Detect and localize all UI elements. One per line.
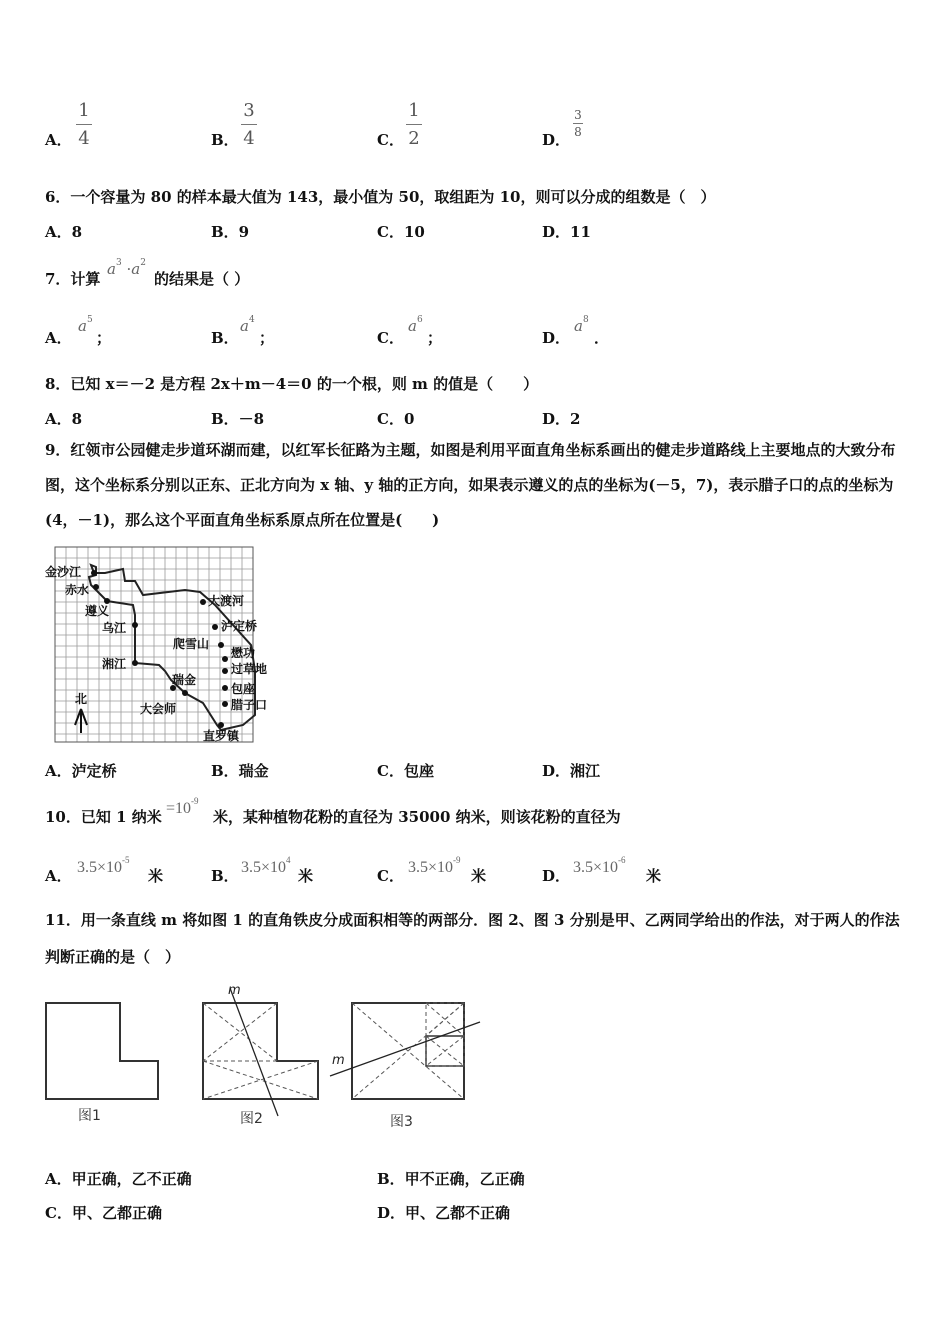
label-ruijin: 瑞金	[172, 673, 197, 687]
q7-option-c-label: C．	[377, 329, 404, 347]
point-baozuo	[222, 685, 228, 691]
q8-option-b: B．－8	[211, 410, 265, 428]
q10-option-c-unit: 米	[471, 867, 487, 885]
q7-option-b-label: B．	[211, 329, 239, 347]
q6-option-a: A．8	[45, 223, 83, 241]
q5-option-c-label: C．	[377, 131, 404, 149]
q10-option-b-expr: $3.5\times 10^4$	[241, 855, 291, 876]
q8-option-d: D．2	[542, 410, 581, 428]
q11-option-c: C．甲、乙都正确	[45, 1204, 162, 1222]
q7-option-c-expr: $a^6$	[408, 315, 423, 335]
label-dahuishi: 大会师	[140, 702, 177, 716]
q10-option-c-expr: $3.5\times 10^{-9}$	[408, 855, 461, 876]
q9-option-d: D．湘江	[542, 762, 601, 780]
label-daduhe: 大渡河	[208, 594, 245, 608]
q10-option-b-unit: 米	[298, 867, 314, 885]
q7-option-a-end: ；	[96, 329, 112, 347]
q5-option-d-label: D．	[542, 131, 571, 149]
q7-option-c-end: ；	[427, 329, 443, 347]
point-caodi	[222, 668, 228, 674]
figure-3-diagonals	[352, 1003, 464, 1099]
label-maogong: 懋功	[231, 646, 256, 660]
q7-option-b-expr: $a^4$	[240, 315, 255, 335]
q6-option-d: D．11	[542, 223, 591, 241]
figure-1	[46, 1003, 158, 1124]
q7-option-a-label: A．	[45, 329, 72, 347]
q10-option-d-label: D．	[542, 867, 571, 885]
q7-stem-suffix: 的结果是（ ）	[154, 270, 250, 288]
q10-option-d-unit: 米	[646, 867, 662, 885]
q10-option-a-label: A．	[45, 867, 72, 885]
point-jinshajiang	[91, 570, 97, 576]
q7-option-d-label: D．	[542, 329, 571, 347]
label-baozuo: 包座	[231, 682, 256, 696]
q7-option-d-end: ．	[594, 329, 610, 347]
point-ludingqiao	[212, 624, 218, 630]
label-caodi: 过草地	[231, 662, 268, 676]
figure-2-shape	[203, 1003, 318, 1099]
q5-option-a-fraction: 1 4	[76, 100, 92, 149]
figure-2-m-label: m	[228, 983, 241, 998]
q10-option-d-expr: $3.5\times 10^{-6}$	[573, 855, 626, 876]
q8-option-a: A．8	[45, 410, 83, 428]
figure-3-m-label: m	[332, 1053, 345, 1068]
q7-expression: $a^3 \cdot a^2$	[107, 258, 146, 278]
q10-option-b-label: B．	[211, 867, 239, 885]
figure-3-caption: 图3	[390, 1114, 413, 1130]
q10-option-a-unit: 米	[148, 867, 164, 885]
q8-stem: 8．已知 x＝－2 是方程 2x＋m－4＝0 的一个根，则 m 的值是（ ）	[45, 375, 539, 393]
point-xiangjiang	[132, 660, 138, 666]
point-paxueshan	[218, 642, 224, 648]
figure-2-diagonals	[203, 1003, 318, 1099]
q10-option-c-label: C．	[377, 867, 404, 885]
q6-option-b: B．9	[211, 223, 250, 241]
q9-option-b: B．瑞金	[211, 762, 269, 780]
point-dahuishi	[182, 690, 188, 696]
point-zhiluozhen	[218, 722, 224, 728]
q11-option-a: A．甲正确，乙不正确	[45, 1170, 192, 1188]
q10-option-a-expr: $3.5\times 10^{-5}$	[77, 855, 130, 876]
label-xiangjiang: 湘江	[102, 657, 127, 671]
q11-option-b: B．甲不正确，乙正确	[377, 1170, 525, 1188]
q7-option-d-expr: $a^8$	[574, 315, 589, 335]
point-lazikou	[222, 701, 228, 707]
figure-2	[203, 983, 318, 1127]
q11-stem: 11．用一条直线 m 将如图 1 的直角铁皮分成面积相等的两部分．图 2、图 3 分别是甲、乙两同学给出的作法，对于两人的作法判断正确的是（ ）	[45, 911, 900, 966]
q11-option-d: D．甲、乙都不正确	[377, 1204, 511, 1222]
q5-option-c-fraction: 1 2	[406, 100, 422, 149]
q10-stem-expr: $=10^{-9}$	[166, 796, 199, 817]
point-chishui	[93, 584, 99, 590]
point-daduhe	[200, 599, 206, 605]
q7-option-a-expr: $a^5$	[78, 315, 93, 335]
label-paxueshan: 爬雪山	[173, 637, 210, 651]
q6-option-c: C．10	[377, 223, 425, 241]
label-jinshajiang: 金沙江	[45, 565, 82, 579]
label-lazikou: 腊子口	[231, 698, 268, 712]
figure-1-shape	[46, 1003, 158, 1099]
q10-stem-suffix: 米，某种植物花粉的直径为 35000 纳米，则该花粉的直径为	[213, 808, 621, 826]
label-north: 北	[75, 692, 88, 706]
q9-stem: 9．红领市公园健走步道环湖而建，以红军长征路为主题，如图是利用平面直角坐标系画出的健走步道路线上主要地点的大致分布图，这个坐标系分别以正东、正北方向为 x 轴、y 轴的正方向，如果表示遵义的点的坐标为(－5，7)，表示腊子口的点的坐标为(4，－1)，那么这个平面直角坐标系原点所在位置是( )	[45, 441, 896, 529]
q5-option-b-fraction: 3 4	[241, 100, 257, 149]
figure-2-caption: 图2	[240, 1111, 263, 1127]
q10-stem-prefix: 10．已知 1 纳米	[45, 808, 162, 826]
point-wujiang	[132, 622, 138, 628]
label-zhiluozhen: 直罗镇	[203, 729, 240, 743]
q5-option-d-fraction: 3 8	[574, 108, 582, 139]
label-chishui: 赤水	[65, 583, 90, 597]
label-ludingqiao: 泸定桥	[221, 619, 258, 633]
q8-option-c: C．0	[377, 410, 415, 428]
q9-option-c: C．包座	[377, 762, 434, 780]
label-wujiang: 乌江	[102, 621, 127, 635]
figure-3	[330, 1003, 480, 1130]
q9-option-a: A．泸定桥	[45, 762, 117, 780]
q9-route-map	[45, 545, 275, 745]
point-maogong	[222, 656, 228, 662]
q7-option-b-end: ；	[259, 329, 275, 347]
q5-option-b-label: B．	[211, 131, 239, 149]
figure-1-caption: 图1	[78, 1108, 101, 1124]
q6-stem: 6．一个容量为 80 的样本最大值为 143，最小值为 50，取组距为 10，则可以分成的组数是（ ）	[45, 188, 716, 206]
q7-stem-prefix: 7．计算	[45, 270, 101, 288]
figure-2-line-m	[230, 988, 278, 1116]
label-zunyi: 遵义	[85, 604, 110, 618]
q11-figures	[40, 978, 490, 1138]
q5-option-a-label: A．	[45, 131, 72, 149]
